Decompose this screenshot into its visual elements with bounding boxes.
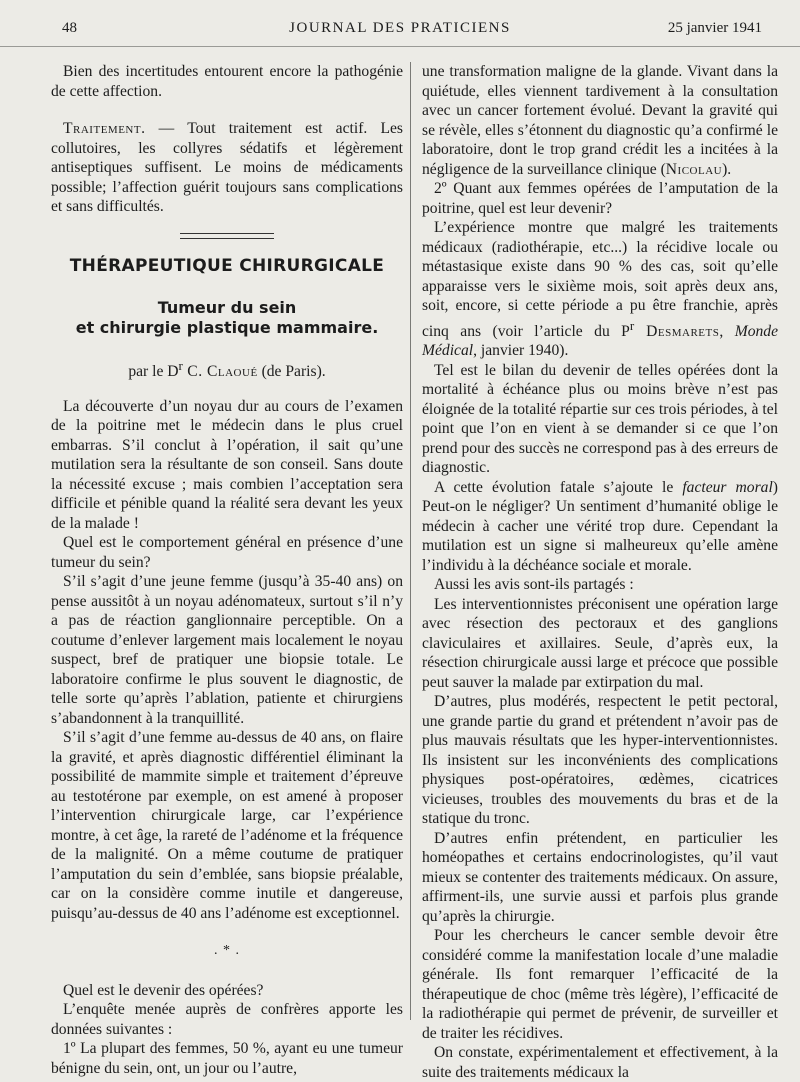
paragraph — [422, 478, 778, 576]
citation-name: Nicolau — [665, 160, 723, 178]
paragraph: S’il s’agit d’une jeune femme (jusqu’à 35-40 ans) on pense aussitôt à un noyau adénomateux, surtout s’il n’y a pas de réaction ganglionnaire perceptible. On a coutume d’enlever largement mais localement le noyau suspect, bref de pratiquer une biopsie totale. Le laboratoire confirme le plus souvent le diagnostic, de telle sorte qu’après l’ablation, patiente et chirurgiens s’abandonnent à la tranquillité. — [51, 573, 403, 727]
journal-title: JOURNAL DES PRATICIENS — [289, 20, 511, 36]
article-title-line: et chirurgie plastique mammaire. — [75, 318, 379, 337]
paragraph-text: ) Peut-on le négliger? Un sentiment d’humanité oblige le médecin à cacher une vérité trop dure. Cependant la mutilation est un signe si malheureux qu’elle amène l’individu à la déchéance sociale et morale. — [422, 478, 778, 574]
paragraph: 1º La plupart des femmes, 50 %, ayant eu une tumeur bénigne du sein, ont, un jour ou l’autre, — [51, 1040, 403, 1077]
emphasis: facteur moral — [682, 478, 773, 496]
paragraph: 2º Quant aux femmes opérées de l’amputation de la poitrine, quel est leur devenir? — [422, 180, 778, 217]
paragraph: Pour les chercheurs le cancer semble devoir être considéré comme la manifestation locale d’une maladie générale. Ils font remarquer l’efficacité de la thérapeutique de choc (même très légère), l’efficacité de la radiothérapie qui permet de prévenir, de surveiller et de traiter les récidives. — [422, 927, 778, 1042]
paragraph — [422, 62, 778, 179]
paragraph: On constate, expérimentalement et effectivement, à la suite des traitements médicaux la — [422, 1044, 778, 1081]
asterism: . * . — [214, 943, 240, 959]
paragraph-text: ). — [722, 160, 732, 178]
byline — [51, 356, 403, 382]
paragraph: Aussi les avis sont-ils partagés : — [434, 576, 634, 594]
paragraph: La découverte d’un noyau dur au cours de l’examen de la poitrine met le médecin dans le plus cruel embarras. S’il conclut à l’opération, il sait qu’une mutilation sera la résultante de son conseil. Sans doute la nécessité excuse ; mais combien l’acceptation sera difficile et pénible quand la réalité sera devant les yeux de la malade ! — [51, 397, 403, 532]
paragraph: D’autres enfin prétendent, en particulier les homéopathes et certains endocrinologistes, qu’il vaut mieux se contenter des traitements médicaux. On assure, affirment-ils, une survie aussi et parfois plus grande qu’après la chirurgie. — [422, 829, 778, 925]
paragraph: Quel est le devenir des opérées? — [63, 981, 264, 999]
paragraph: Tel est le bilan du devenir de telles opérées dont la mortalité à échéance plus ou moins brève n’est pas éloignée de la totalité répartie sur ces trois périodes, à tel point que l’on en vient à se demander si ce que l’on prend pour des succès ne correspond pas à des erreurs de diagnostic. — [422, 361, 778, 477]
section-separator — [180, 233, 274, 239]
paragraph: Bien des incertitudes entourent encore la pathogénie de cette affection. — [51, 63, 403, 100]
paragraph: L’expérience montre que malgré les traitements médicaux (radiothérapie, etc...) la récidive locale ou métastasique existe dans 90 % des cas, soit qu’elle apparaisse vers le sixième mois, soit après deux ans, soit, encore, si cette période a pu être franchie, après cinq ans (voir l’article du $P^r$ Desmarets, Monde Médical, janvier 1940). — [422, 219, 779, 360]
paragraph: L’enquête menée auprès de confrères apporte les données suivantes : — [51, 1001, 403, 1038]
byline-prefix: par le D — [128, 363, 179, 381]
left-column — [51, 62, 403, 1077]
paragraph: S’il s’agit d’une femme au-dessus de 40 ans, on flaire la gravité, et après diagnostic différentiel éliminant la possibilité de mammite simple et traitement d’épreuve au testotérone par exemple, on est amené à proposer l’intervention chirurgicale large, car l’expérience montre, à cet âge, la rareté de l’adénome et la fréquence de la malignité. On a même coutume de pratiquer l’amputation du sein d’emblée, sans biopsie préalable, car on la considère comme inutile et dangereuse, puisqu’au-dessus de 40 ans l’adénome est exceptionnel. — [51, 729, 403, 922]
citation-name: Desmarets — [634, 322, 720, 340]
paragraph: Quel est le comportement général en présence d’une tumeur du sein? — [51, 534, 403, 571]
article-title-line: Tumeur du sein — [157, 298, 297, 317]
paragraph: Les interventionnistes préconisent une opération large avec résection des pectoraux et des ganglions claviculaires et axillaires. Seule, d’après eux, la résection chirurgicale aussi large et précoce que possible peut sauver la malade par extirpation du mal. — [422, 595, 778, 691]
treatment-text: — Tout traitement est actif. Les collutoires, les collyres sédatifs et légèrement antiseptiques suffisent. Le moins de médicaments possible; l’affection guérit toujours sans complications et sans difficultés. — [51, 120, 403, 215]
running-head — [0, 0, 800, 47]
paragraph-text: , janvier 1940). — [473, 342, 569, 360]
byline-sup: r — [178, 358, 183, 373]
page-number: 48 — [62, 20, 77, 36]
column-divider — [410, 62, 411, 1020]
issue-date: 25 janvier 1941 — [667, 20, 762, 36]
title-sup: r — [629, 317, 635, 333]
author-name: C. Claoué — [182, 363, 258, 381]
paragraph-text: une transformation maligne de la glande. Vivant dans la quiétude, elles viennent tardivement à la consultation avec un cancer fortement évolué. Devant la gravité qui se révèle, elles s’étonnent du diagnostic qu’a confirmé le laboratoire, dont le trop grand crédit les a incitées à la négligence de la surveillance clinique ( — [422, 63, 778, 178]
paragraph: D’autres, plus modérés, respectent le petit pectoral, une grande partie du grand et prétendent n’avoir pas de plus mauvais résultats que les hyper-interventionnistes. Ils insistent sur les inconvénients des complications physiques post-opératoires, œdèmes, cicatrices vicieuses, troubles des mouvements du bras et de la statique du tronc. — [422, 693, 778, 828]
treatment-paragraph — [51, 119, 403, 217]
treatment-label: Traitement. — [63, 120, 146, 137]
paragraph-text: A cette évolution fatale s’ajoute le — [434, 478, 683, 496]
journal-reference: Monde Médical — [422, 322, 779, 360]
article-title — [51, 298, 403, 338]
right-column — [422, 62, 779, 1081]
byline-suffix: (de Paris). — [257, 363, 326, 381]
paragraph-text: L’expérience montre que malgré les traitements médicaux (radiothérapie, etc...) la récidive locale ou métastasique existe dans 90 % des cas, soit qu’elle apparaisse vers le sixième mois, soit après deux ans, soit, encore, si cette période a pu être franchie, après cinq ans (voir l’article du P — [422, 219, 778, 340]
section-title: THÉRAPEUTIQUE CHIRURGICALE — [69, 255, 385, 276]
